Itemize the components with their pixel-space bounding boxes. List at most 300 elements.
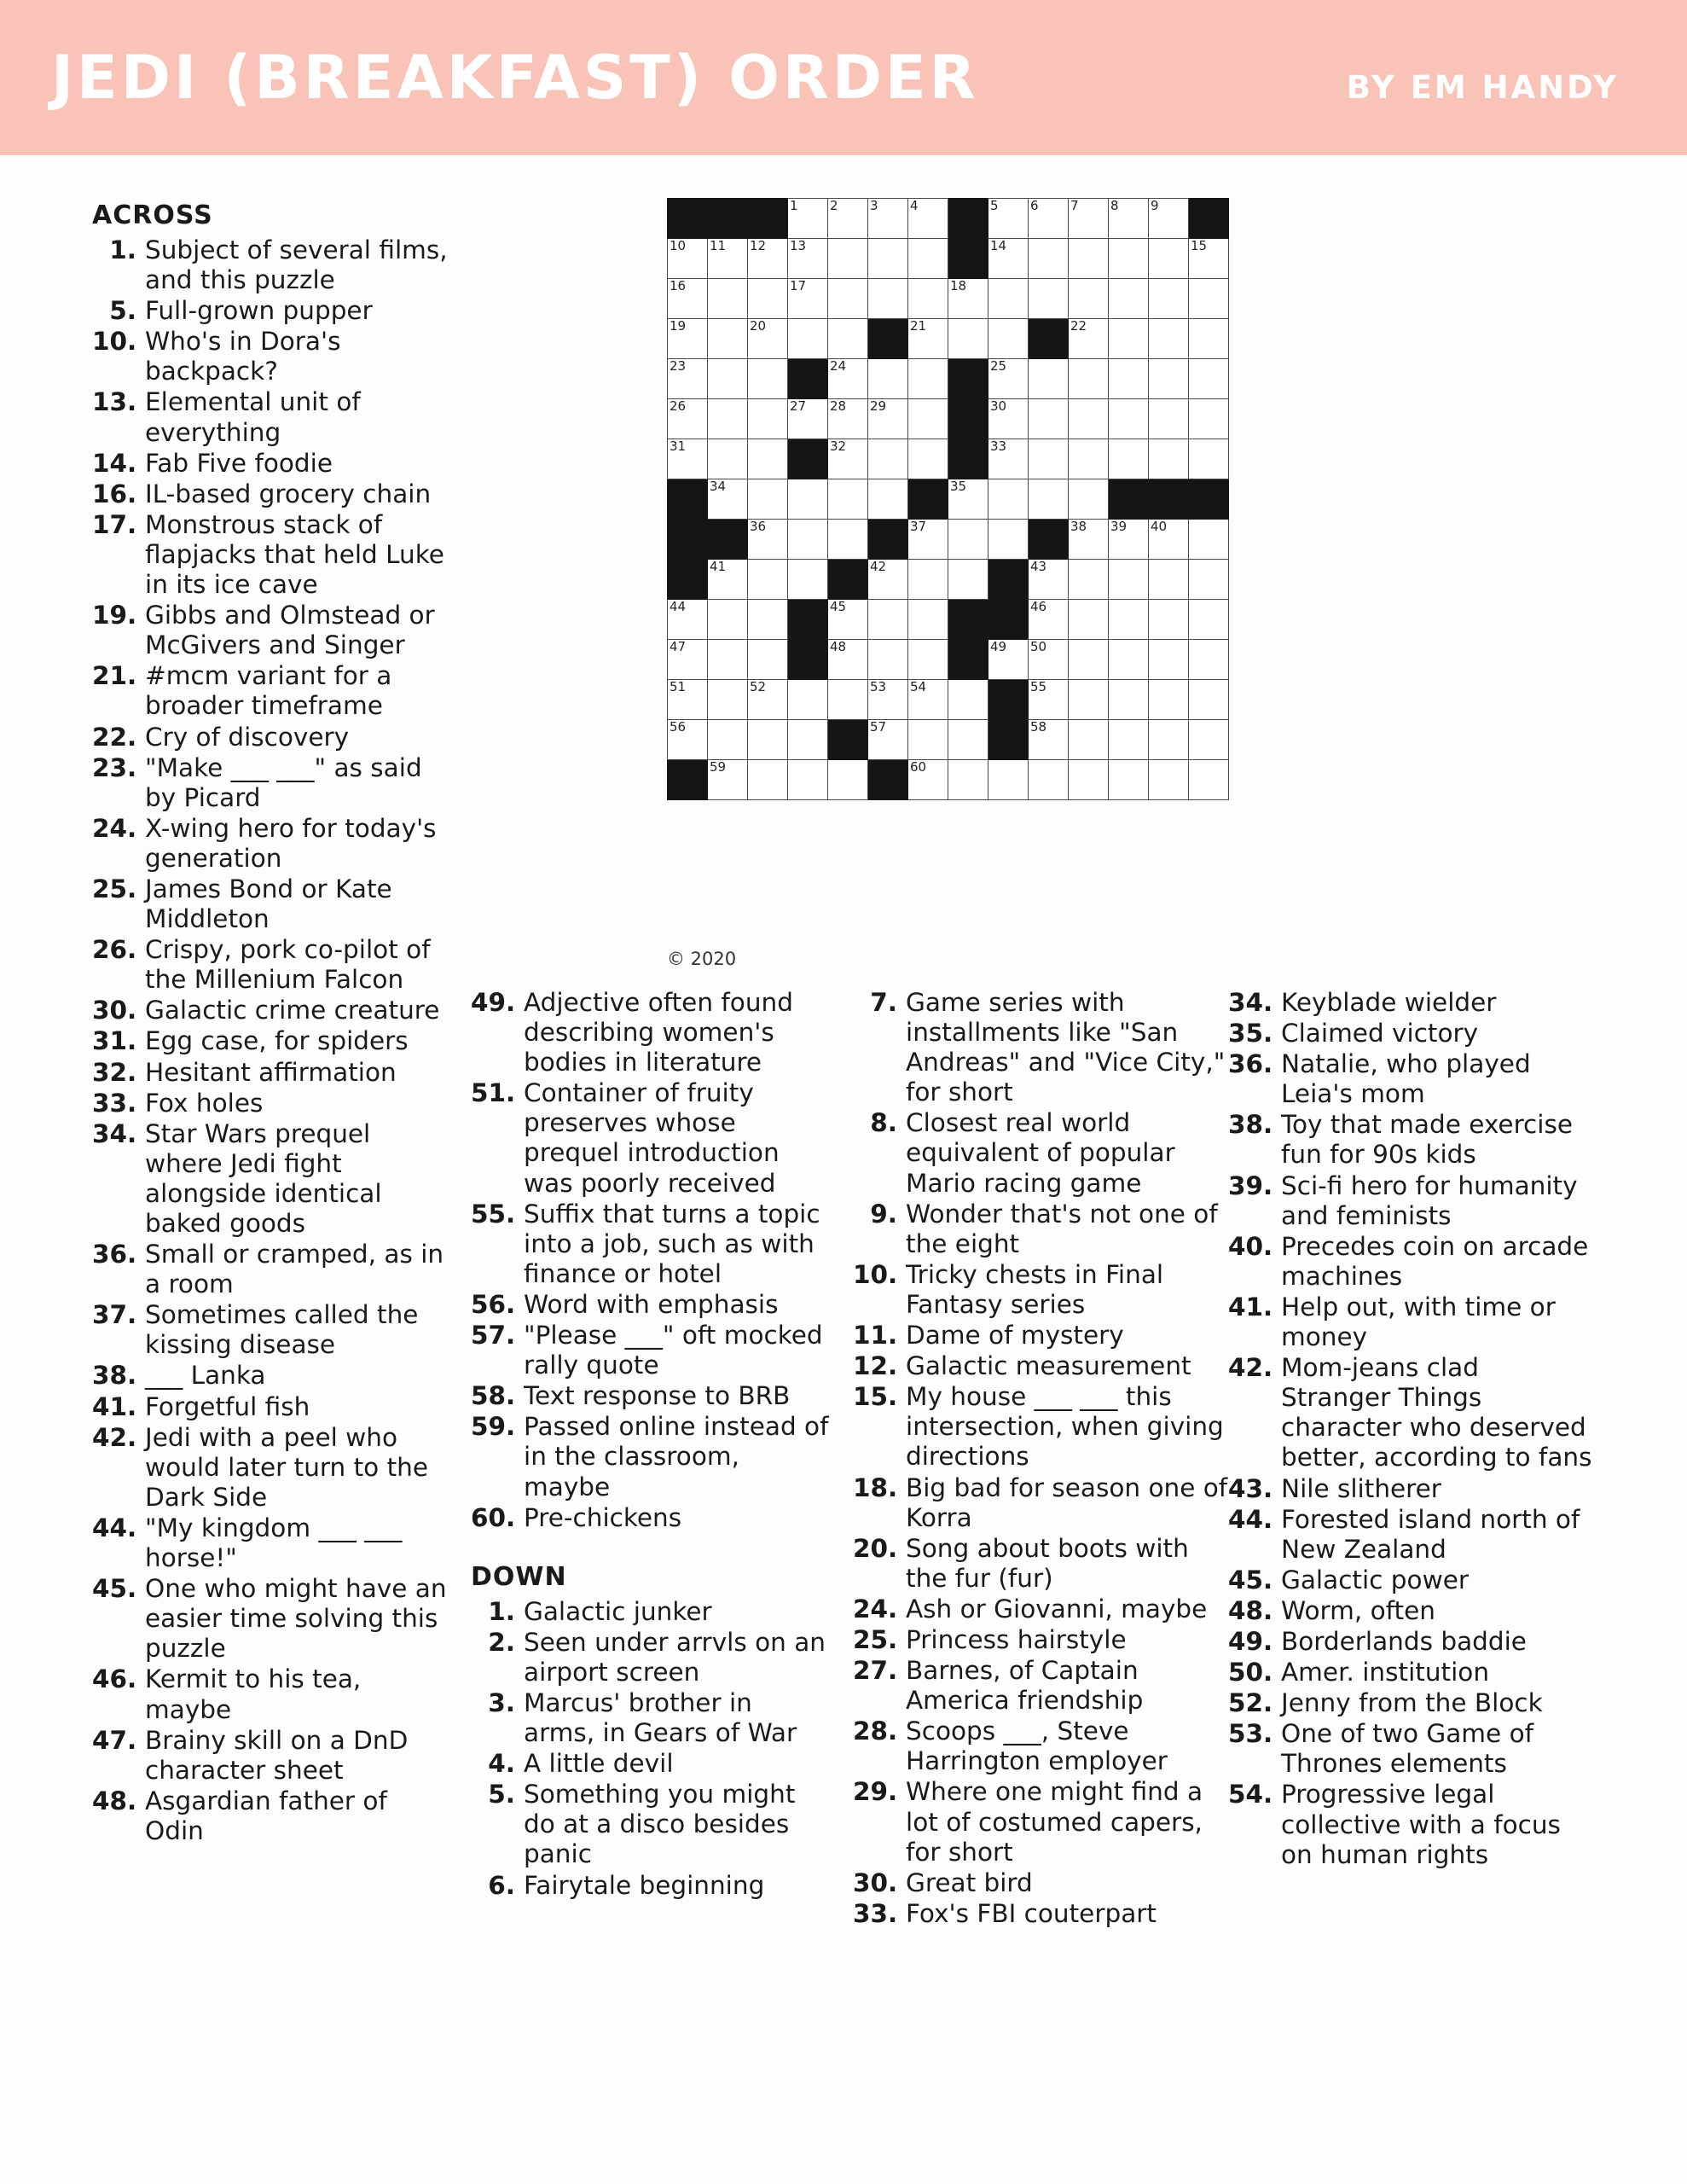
grid-cell[interactable]	[748, 680, 788, 720]
grid-cell[interactable]	[948, 760, 988, 800]
down-clue-text: Tricky chests in Final Fantasy series	[906, 1259, 1164, 1319]
down-clue[interactable]	[1228, 1232, 1595, 1292]
grid-cell[interactable]	[988, 640, 1029, 680]
grid-cell[interactable]	[788, 760, 828, 800]
grid-cell[interactable]	[788, 239, 828, 279]
down-clue[interactable]	[471, 1780, 829, 1869]
across-clue-number: 21.	[92, 661, 137, 691]
across-clue[interactable]	[471, 1199, 829, 1289]
grid-cell[interactable]	[908, 520, 948, 560]
grid-cell[interactable]	[988, 319, 1029, 359]
grid-cell[interactable]	[788, 720, 828, 760]
down-clue[interactable]	[853, 1199, 1228, 1259]
grid-cell[interactable]	[668, 600, 708, 640]
grid-cell[interactable]	[1189, 760, 1229, 800]
down-clue[interactable]	[1228, 1292, 1595, 1352]
across-clue[interactable]	[92, 1423, 450, 1513]
across-clue-text: Pre-chickens	[524, 1502, 682, 1532]
grid-cell[interactable]	[1029, 359, 1069, 399]
across-clue[interactable]	[92, 661, 450, 721]
grid-cell[interactable]	[1109, 359, 1149, 399]
down-clue[interactable]	[1228, 1596, 1595, 1626]
grid-block-cell	[1189, 199, 1229, 239]
grid-cell[interactable]	[1109, 680, 1149, 720]
grid-cell[interactable]	[988, 239, 1029, 279]
down-clue-text: Princess hairstyle	[906, 1624, 1127, 1654]
down-clue[interactable]	[853, 1625, 1228, 1655]
down-clue-number: 52.	[1228, 1688, 1273, 1718]
down-clue[interactable]	[853, 1899, 1228, 1929]
down-clue[interactable]	[853, 1351, 1228, 1381]
grid-cell[interactable]	[868, 199, 908, 239]
grid-cell-number: 7	[1070, 198, 1079, 213]
grid-cell[interactable]	[1189, 359, 1229, 399]
grid-cell[interactable]	[1029, 479, 1069, 520]
grid-cell[interactable]	[708, 479, 748, 520]
grid-cell[interactable]	[948, 319, 988, 359]
grid-cell[interactable]	[1109, 560, 1149, 600]
across-clue[interactable]	[92, 935, 450, 995]
across-clue[interactable]	[92, 1300, 450, 1360]
grid-cell[interactable]	[668, 319, 708, 359]
grid-cell[interactable]	[948, 520, 988, 560]
grid-cell[interactable]	[1149, 359, 1189, 399]
grid-cell[interactable]	[1109, 520, 1149, 560]
down-clue-text: One of two Game of Thrones elements	[1281, 1719, 1534, 1779]
grid-cell-number: 57	[870, 719, 887, 735]
grid-cell[interactable]	[1109, 279, 1149, 319]
grid-cell[interactable]	[1069, 680, 1109, 720]
across-clue-number: 56.	[471, 1289, 516, 1319]
grid-cell[interactable]	[1149, 319, 1189, 359]
across-clue[interactable]	[92, 510, 450, 600]
across-clue[interactable]	[92, 1513, 450, 1573]
across-clue[interactable]	[92, 1119, 450, 1239]
grid-cell[interactable]	[908, 199, 948, 239]
crossword-grid-table[interactable]	[667, 198, 1229, 800]
grid-cell[interactable]	[1109, 760, 1149, 800]
across-clue[interactable]	[92, 1089, 450, 1118]
grid-cell[interactable]	[788, 199, 828, 239]
grid-cell[interactable]	[828, 520, 868, 560]
grid-cell[interactable]	[908, 720, 948, 760]
across-clue[interactable]	[92, 387, 450, 447]
down-clue-text: Song about boots with the fur (fur)	[906, 1533, 1189, 1593]
grid-cell[interactable]	[828, 640, 868, 680]
grid-cell[interactable]	[828, 399, 868, 439]
grid-cell[interactable]	[1069, 239, 1109, 279]
grid-cell[interactable]	[908, 279, 948, 319]
down-clue-text: Keyblade wielder	[1281, 988, 1497, 1017]
across-clue[interactable]	[92, 235, 450, 295]
across-clue-text: Gibbs and Olmstead or McGivers and Singer	[145, 601, 435, 660]
grid-cell[interactable]	[868, 279, 908, 319]
grid-cell[interactable]	[708, 239, 748, 279]
down-clue-text: Galactic junker	[524, 1596, 712, 1626]
across-clue[interactable]	[471, 1381, 829, 1411]
grid-cell[interactable]	[1189, 439, 1229, 479]
grid-cell[interactable]	[988, 199, 1029, 239]
grid-cell[interactable]	[828, 279, 868, 319]
grid-cell[interactable]	[1189, 720, 1229, 760]
grid-cell[interactable]	[1029, 439, 1069, 479]
grid-cell[interactable]	[988, 760, 1029, 800]
grid-cell[interactable]	[868, 359, 908, 399]
grid-cell[interactable]	[1029, 720, 1069, 760]
grid-cell[interactable]	[1189, 319, 1229, 359]
across-clue-text: Sometimes called the kissing disease	[145, 1300, 419, 1360]
across-clue[interactable]	[471, 1078, 829, 1198]
grid-cell[interactable]	[1109, 600, 1149, 640]
grid-block-cell	[828, 720, 868, 760]
grid-cell[interactable]	[908, 640, 948, 680]
grid-cell[interactable]	[1149, 239, 1189, 279]
grid-cell[interactable]	[988, 359, 1029, 399]
across-clue[interactable]	[471, 1412, 829, 1502]
grid-cell[interactable]	[1069, 199, 1109, 239]
grid-block-cell	[1189, 479, 1229, 520]
grid-cell[interactable]	[988, 479, 1029, 520]
grid-cell[interactable]	[908, 439, 948, 479]
grid-cell[interactable]	[1069, 520, 1109, 560]
down-clue-number: 15.	[853, 1382, 898, 1412]
grid-cell[interactable]	[1189, 680, 1229, 720]
down-clue-number: 20.	[853, 1533, 898, 1563]
grid-cell[interactable]	[868, 399, 908, 439]
grid-cell[interactable]	[908, 359, 948, 399]
grid-cell[interactable]	[1069, 640, 1109, 680]
grid-cell[interactable]	[1149, 439, 1189, 479]
grid-cell[interactable]	[1149, 560, 1189, 600]
grid-cell[interactable]	[828, 760, 868, 800]
grid-cell[interactable]	[1029, 560, 1069, 600]
down-clue[interactable]	[1228, 1171, 1595, 1231]
down-clue[interactable]	[471, 1628, 829, 1687]
across-clue-text: "Please ___" oft mocked rally quote	[524, 1321, 823, 1380]
grid-cell[interactable]	[1029, 600, 1069, 640]
grid-cell-number: 1	[790, 198, 798, 213]
grid-cell-number: 33	[990, 439, 1007, 454]
down-clue[interactable]	[1228, 1505, 1595, 1565]
down-clue[interactable]	[853, 1777, 1228, 1867]
down-clue[interactable]	[853, 1716, 1228, 1776]
down-clue[interactable]	[1228, 1688, 1595, 1718]
grid-cell[interactable]	[748, 760, 788, 800]
grid-cell[interactable]	[828, 239, 868, 279]
across-clue[interactable]	[92, 296, 450, 326]
grid-cell[interactable]	[868, 439, 908, 479]
across-clue[interactable]	[471, 988, 829, 1077]
down-clue-number: 8.	[870, 1108, 897, 1138]
grid-cell[interactable]	[908, 600, 948, 640]
crossword-grid[interactable]	[667, 198, 1229, 800]
grid-cell[interactable]	[1069, 319, 1109, 359]
across-clue[interactable]	[92, 1026, 450, 1056]
across-clue[interactable]	[92, 814, 450, 874]
grid-cell[interactable]	[1109, 239, 1149, 279]
grid-cell[interactable]	[1149, 279, 1189, 319]
down-clue[interactable]	[1228, 1719, 1595, 1779]
across-clue-text: Star Wars prequel where Jedi fight alongside identical baked goods	[145, 1118, 382, 1238]
grid-cell[interactable]	[708, 560, 748, 600]
grid-cell[interactable]	[748, 560, 788, 600]
grid-cell[interactable]	[788, 520, 828, 560]
across-clue[interactable]	[471, 1503, 829, 1533]
down-clue[interactable]	[1228, 1780, 1595, 1869]
grid-cell[interactable]	[908, 760, 948, 800]
grid-cell[interactable]	[1149, 199, 1189, 239]
grid-cell[interactable]	[1189, 520, 1229, 560]
grid-cell[interactable]	[908, 239, 948, 279]
grid-cell[interactable]	[868, 479, 908, 520]
grid-cell[interactable]	[788, 560, 828, 600]
across-clue-text: Adjective often found describing women's bodies in literature	[524, 988, 793, 1077]
grid-cell[interactable]	[1149, 399, 1189, 439]
across-clue[interactable]	[92, 601, 450, 660]
grid-cell[interactable]	[1189, 239, 1229, 279]
grid-cell[interactable]	[748, 720, 788, 760]
grid-cell[interactable]	[1069, 479, 1109, 520]
down-clue[interactable]	[1228, 988, 1595, 1018]
down-clue[interactable]	[853, 1868, 1228, 1898]
grid-cell[interactable]	[1029, 199, 1069, 239]
grid-cell[interactable]	[1069, 399, 1109, 439]
grid-cell[interactable]	[708, 279, 748, 319]
grid-cell[interactable]	[988, 439, 1029, 479]
across-clue-text: Monstrous stack of flapjacks that held Luke in its ice cave	[145, 509, 444, 600]
across-clue[interactable]	[92, 996, 450, 1025]
down-clue[interactable]	[853, 1382, 1228, 1472]
across-clue[interactable]	[92, 479, 450, 509]
grid-cell[interactable]	[1029, 680, 1069, 720]
down-clue[interactable]	[471, 1871, 829, 1901]
down-clue[interactable]	[853, 1260, 1228, 1320]
across-clue[interactable]	[92, 1786, 450, 1846]
down-clue[interactable]	[1228, 1019, 1595, 1048]
grid-cell[interactable]	[788, 479, 828, 520]
down-clue-number: 24.	[853, 1594, 898, 1623]
grid-cell[interactable]	[1069, 279, 1109, 319]
grid-cell[interactable]	[1029, 399, 1069, 439]
down-clue[interactable]	[1228, 1658, 1595, 1687]
grid-cell[interactable]	[748, 399, 788, 439]
across-clue-number: 16.	[92, 479, 137, 508]
across-clue-number: 58.	[471, 1381, 516, 1411]
grid-cell[interactable]	[1109, 640, 1149, 680]
grid-cell[interactable]	[1069, 560, 1109, 600]
down-clue[interactable]	[853, 1321, 1228, 1350]
grid-cell[interactable]	[988, 279, 1029, 319]
grid-cell[interactable]	[868, 640, 908, 680]
grid-cell[interactable]	[1029, 760, 1069, 800]
grid-cell[interactable]	[868, 600, 908, 640]
grid-cell[interactable]	[708, 640, 748, 680]
grid-cell[interactable]	[828, 199, 868, 239]
across-clue[interactable]	[92, 874, 450, 934]
across-clue[interactable]	[471, 1321, 829, 1380]
grid-cell[interactable]	[668, 640, 708, 680]
grid-cell[interactable]	[828, 680, 868, 720]
grid-cell[interactable]	[668, 239, 708, 279]
down-clue[interactable]	[1228, 1049, 1595, 1109]
grid-cell[interactable]	[868, 239, 908, 279]
down-clue[interactable]	[853, 1108, 1228, 1198]
grid-cell[interactable]	[748, 600, 788, 640]
grid-cell[interactable]	[1029, 239, 1069, 279]
grid-cell[interactable]	[1069, 600, 1109, 640]
grid-cell[interactable]	[708, 720, 748, 760]
grid-cell[interactable]	[828, 319, 868, 359]
grid-block-cell	[868, 319, 908, 359]
grid-cell[interactable]	[1069, 359, 1109, 399]
grid-cell[interactable]	[708, 399, 748, 439]
grid-cell[interactable]	[1069, 760, 1109, 800]
grid-cell[interactable]	[668, 680, 708, 720]
across-clue-text: Container of fruity preserves whose prequel introduction was poorly received	[524, 1078, 780, 1198]
grid-cell[interactable]	[748, 479, 788, 520]
across-clue[interactable]	[92, 753, 450, 813]
grid-cell[interactable]	[828, 600, 868, 640]
grid-cell[interactable]	[788, 319, 828, 359]
grid-cell[interactable]	[748, 279, 788, 319]
across-clue-number: 22.	[92, 722, 137, 752]
down-clue[interactable]	[853, 988, 1228, 1107]
grid-cell[interactable]	[1149, 640, 1189, 680]
grid-cell[interactable]	[948, 279, 988, 319]
grid-cell[interactable]	[788, 279, 828, 319]
across-clue[interactable]	[92, 1361, 450, 1391]
grid-cell[interactable]	[708, 760, 748, 800]
grid-cell[interactable]	[1029, 279, 1069, 319]
across-clue[interactable]	[92, 1574, 450, 1664]
grid-block-cell	[788, 640, 828, 680]
grid-cell[interactable]	[748, 439, 788, 479]
grid-cell-number: 54	[910, 679, 927, 694]
grid-cell[interactable]	[788, 399, 828, 439]
down-clue[interactable]	[853, 1594, 1228, 1624]
grid-cell[interactable]	[828, 479, 868, 520]
grid-cell[interactable]	[1109, 399, 1149, 439]
across-clue[interactable]	[92, 327, 450, 386]
grid-cell[interactable]	[948, 680, 988, 720]
grid-cell[interactable]	[948, 560, 988, 600]
down-clue-number: 6.	[488, 1870, 515, 1900]
grid-cell[interactable]	[1149, 760, 1189, 800]
down-clue[interactable]	[853, 1656, 1228, 1716]
down-clue[interactable]	[1228, 1627, 1595, 1657]
grid-cell[interactable]	[1149, 520, 1189, 560]
grid-cell[interactable]	[1149, 600, 1189, 640]
grid-cell[interactable]	[908, 680, 948, 720]
grid-cell-number: 21	[910, 318, 927, 334]
grid-cell[interactable]	[908, 560, 948, 600]
grid-cell[interactable]	[988, 520, 1029, 560]
down-clue[interactable]	[471, 1688, 829, 1748]
down-clue[interactable]	[853, 1473, 1228, 1533]
across-clue[interactable]	[92, 449, 450, 479]
grid-cell[interactable]	[748, 640, 788, 680]
across-clue[interactable]	[471, 1290, 829, 1320]
grid-cell[interactable]	[1189, 399, 1229, 439]
grid-cell[interactable]	[1109, 319, 1149, 359]
grid-cell[interactable]	[668, 359, 708, 399]
down-clue[interactable]	[471, 1749, 829, 1779]
grid-cell[interactable]	[868, 560, 908, 600]
grid-cell[interactable]	[828, 359, 868, 399]
down-clue-text: Game series with installments like "San Andreas" and "Vice City," for short	[906, 988, 1226, 1107]
grid-cell-number: 32	[830, 439, 847, 454]
grid-cell[interactable]	[1109, 720, 1149, 760]
grid-cell[interactable]	[748, 359, 788, 399]
grid-cell[interactable]	[1069, 720, 1109, 760]
grid-cell[interactable]	[708, 439, 748, 479]
across-clue[interactable]	[92, 1664, 450, 1724]
across-clue[interactable]	[92, 1240, 450, 1299]
grid-row	[668, 720, 1229, 760]
grid-cell[interactable]	[1029, 640, 1069, 680]
grid-cell[interactable]	[748, 520, 788, 560]
grid-cell[interactable]	[748, 319, 788, 359]
grid-cell[interactable]	[668, 720, 708, 760]
grid-cell[interactable]	[708, 680, 748, 720]
grid-cell[interactable]	[1109, 439, 1149, 479]
grid-cell[interactable]	[1149, 680, 1189, 720]
down-clue[interactable]	[471, 1597, 829, 1627]
grid-cell[interactable]	[1189, 279, 1229, 319]
across-clue[interactable]	[92, 1058, 450, 1088]
grid-cell[interactable]	[1189, 560, 1229, 600]
across-clue[interactable]	[92, 1392, 450, 1422]
grid-cell[interactable]	[868, 720, 908, 760]
grid-cell[interactable]	[748, 239, 788, 279]
grid-cell[interactable]	[708, 359, 748, 399]
grid-cell[interactable]	[1149, 720, 1189, 760]
grid-cell[interactable]	[1109, 199, 1149, 239]
grid-cell[interactable]	[948, 720, 988, 760]
grid-cell[interactable]	[908, 319, 948, 359]
down-clue[interactable]	[1228, 1474, 1595, 1504]
grid-cell[interactable]	[1189, 600, 1229, 640]
grid-cell[interactable]	[788, 680, 828, 720]
grid-cell-number: 28	[830, 398, 847, 414]
grid-cell[interactable]	[908, 399, 948, 439]
grid-cell[interactable]	[828, 439, 868, 479]
down-clue[interactable]	[853, 1534, 1228, 1594]
grid-cell[interactable]	[668, 439, 708, 479]
down-clue-number: 54.	[1228, 1780, 1273, 1809]
grid-cell[interactable]	[668, 279, 708, 319]
across-clue[interactable]	[92, 1726, 450, 1786]
grid-cell[interactable]	[708, 319, 748, 359]
grid-cell[interactable]	[708, 600, 748, 640]
down-clue[interactable]	[1228, 1110, 1595, 1170]
grid-cell[interactable]	[988, 399, 1029, 439]
down-clue-text: Fox's FBI couterpart	[906, 1898, 1157, 1928]
down-clue-number: 38.	[1228, 1110, 1273, 1140]
down-clue-number: 29.	[853, 1777, 898, 1807]
grid-cell-number: 20	[750, 318, 767, 334]
grid-cell[interactable]	[868, 680, 908, 720]
grid-cell[interactable]	[1069, 439, 1109, 479]
grid-cell[interactable]	[668, 399, 708, 439]
grid-block-cell	[948, 199, 988, 239]
across-clue[interactable]	[92, 723, 450, 752]
grid-cell[interactable]	[1189, 640, 1229, 680]
across-clue-text: Hesitant affirmation	[145, 1057, 397, 1087]
grid-cell[interactable]	[948, 479, 988, 520]
down-clue[interactable]	[1228, 1353, 1595, 1472]
down-clue[interactable]	[1228, 1565, 1595, 1595]
